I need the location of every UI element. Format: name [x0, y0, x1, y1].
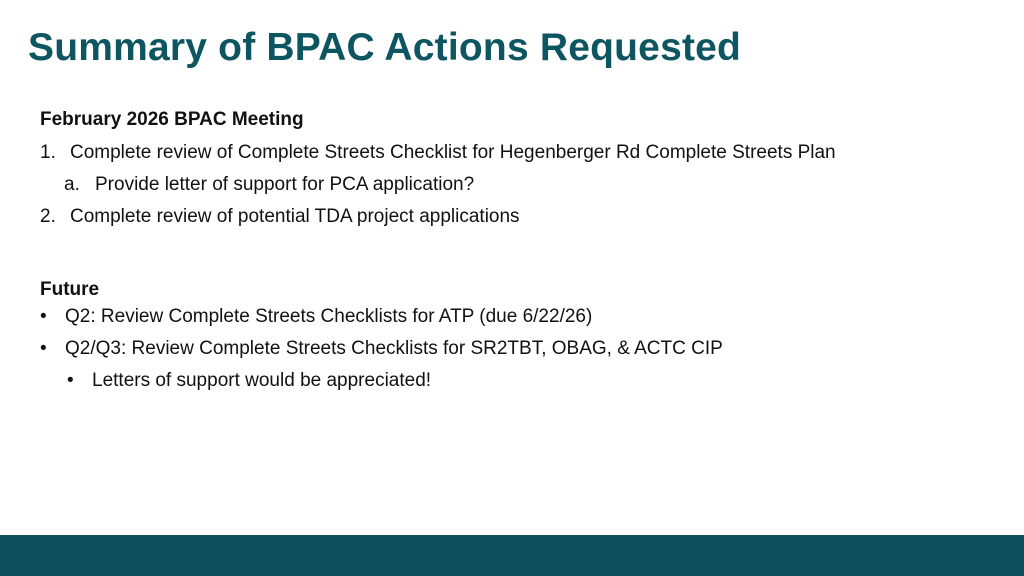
- numbered-item-text: Complete review of potential TDA project applications: [70, 206, 520, 227]
- bullet-marker: •: [40, 338, 47, 359]
- numbered-item-marker: 1.: [40, 142, 56, 163]
- future-section: [40, 278, 723, 393]
- bullet-subitem-text: Letters of support would be appreciated!: [92, 370, 432, 391]
- bullet-subitem-1: [67, 369, 723, 393]
- lettered-subitem-marker: a.: [64, 174, 80, 195]
- numbered-item-1: [40, 141, 836, 165]
- meeting-section: [40, 108, 836, 229]
- lettered-subitem-text: Provide letter of support for PCA application?: [95, 174, 475, 195]
- bullet-item-1: [40, 305, 723, 329]
- numbered-item-marker: 2.: [40, 206, 56, 227]
- lettered-subitem-a: [64, 173, 836, 197]
- bullet-item-text: Q2: Review Complete Streets Checklists for ATP (due 6/22/26): [65, 306, 593, 327]
- slide-title: Summary of BPAC Actions Requested: [28, 26, 742, 69]
- bullet-marker: •: [67, 370, 74, 391]
- future-section-heading: Future: [40, 279, 100, 300]
- bullet-item-2: [40, 337, 723, 361]
- meeting-section-heading: February 2026 BPAC Meeting: [40, 109, 304, 130]
- numbered-item-2: [40, 205, 836, 229]
- numbered-item-text: Complete review of Complete Streets Checklist for Hegenberger Rd Complete Streets Plan: [70, 142, 836, 163]
- bullet-item-text: Q2/Q3: Review Complete Streets Checklists for SR2TBT, OBAG, & ACTC CIP: [65, 338, 723, 359]
- footer-band: [0, 535, 1024, 576]
- bullet-marker: •: [40, 306, 47, 327]
